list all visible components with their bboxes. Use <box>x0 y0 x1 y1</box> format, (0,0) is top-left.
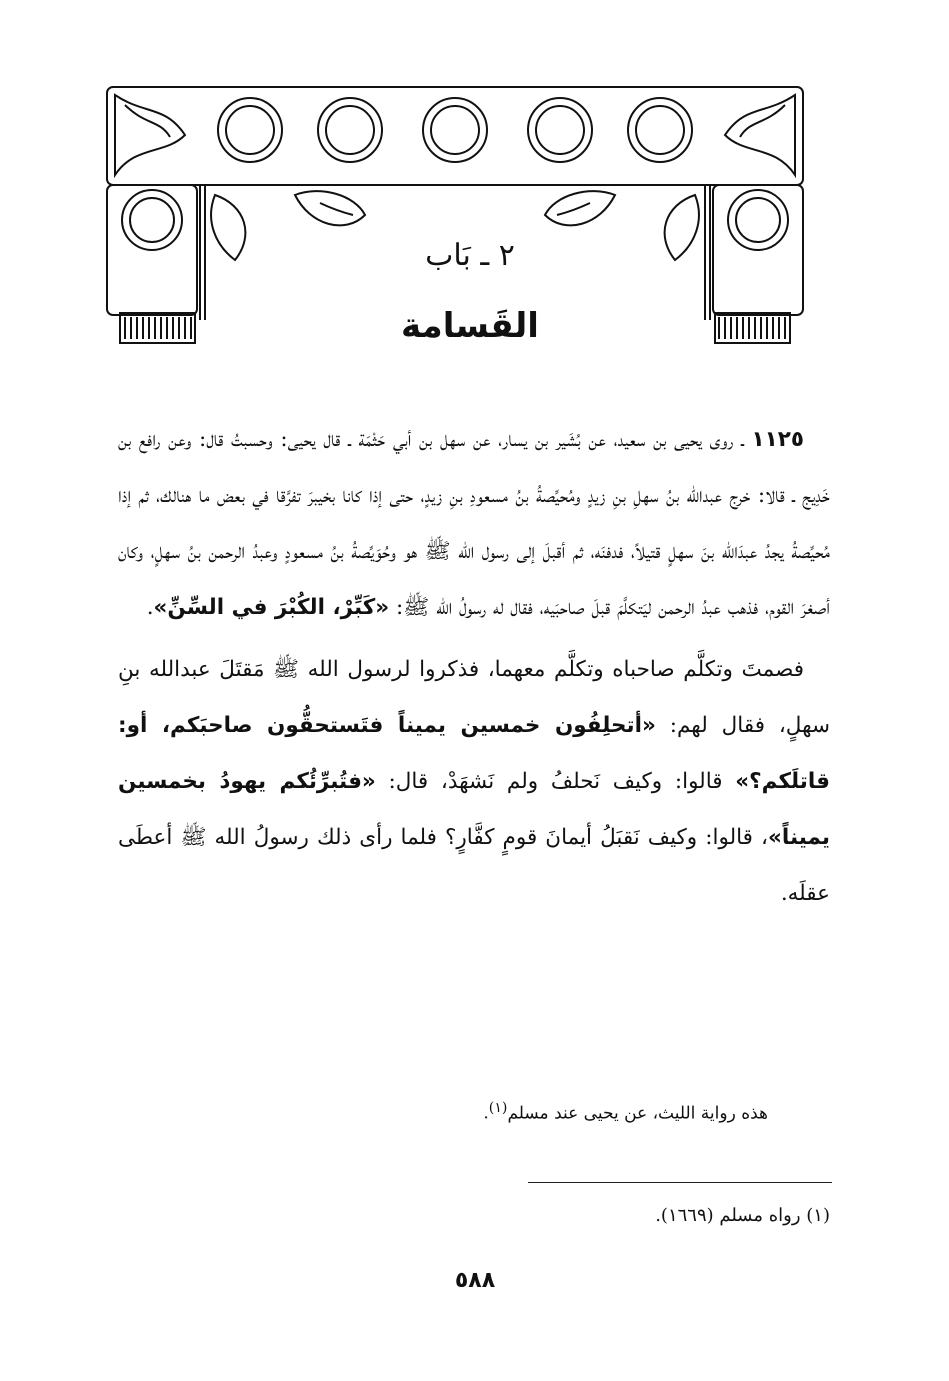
section-title: القَسامة <box>401 306 539 346</box>
narration-note-text: هذه رواية الليث، عن يحيى عند مسلم <box>507 1103 768 1124</box>
paragraph-2-text-a: فصمتَ وتكلَّم صاحباه وتكلَّم معهما، فذكروا لرسول الله ﷺ مَقتَلَ عبدالله بنِ سهلٍ، فقال لهم: <box>118 657 830 738</box>
paragraph-2-text-c: ، قالوا: وكيف نَقبَلُ أيمانَ قومٍ كفَّارٍ؟ فلما رأى ذلك رسولُ الله ﷺ أعطَى عقلَه. <box>118 825 830 906</box>
paragraph-1-end: . <box>146 595 154 620</box>
main-text <box>118 412 830 922</box>
narration-note <box>118 1100 768 1124</box>
page-number: ٥٨٨ <box>454 1268 496 1293</box>
paragraph-1 <box>118 412 830 636</box>
paragraph-1-text: ـ روى يحيى بن سعيد، عن بُشَير بن يسار، عن سهل بن أبي حَثْمَة ـ قال يحيى: وحسبتُ قال: وعن رافع بن خَدِيج ـ قالا: خرج عبدالله بنُ سهلِ بنِ زيدٍ ومُحيِّصةُ بنُ مسعودِ بنِ زيدٍ، حتى إذا كانا بخيبرَ تفرَّقا في بعض ما هنالك، ثم إذا مُحيِّصةُ يجدُ عبدَالله بنَ سهلٍ قتيلاً، فدفنَه، ثم أقبلَ إلى رسول الله ﷺ هو وحُوَيِّصةُ بنُ مسعودٍ وعبدُ الرحمن بنُ سهلٍ، وكان أصغرَ القوم، فذهب عبدُ الرحمن ليَتكلَّمَ قبلَ صاحبَيه، فقال له رسولُ الله ﷺ: <box>118 427 830 620</box>
prophet-quote-1: «كَبِّرْ، الكُبْرَ في السِّنِّ» <box>153 595 390 620</box>
paragraph-2-text-b: قالوا: وكيف نَحلفُ ولم نَشهَدْ، قال: <box>375 769 736 794</box>
footnote-divider <box>528 1182 832 1183</box>
narration-note-end: . <box>483 1103 489 1124</box>
prophet-quote-2: «أتحلِفُون خمسين يميناً فتَستحقُّون صاحبَكم، أو: قاتلَكم؟» <box>118 713 830 794</box>
hadith-number: ١١٢٥ <box>751 427 804 452</box>
chapter-title: ٢ ـ بَاب <box>425 238 515 273</box>
footnote-ref: (١) <box>488 1100 508 1116</box>
footnote: (١) رواه مسلم (١٦٦٩). <box>655 1205 830 1226</box>
prophet-quote-3: «فتُبرِّئُكم يهودُ بخمسين يميناً» <box>118 769 830 850</box>
paragraph-2 <box>118 642 830 922</box>
